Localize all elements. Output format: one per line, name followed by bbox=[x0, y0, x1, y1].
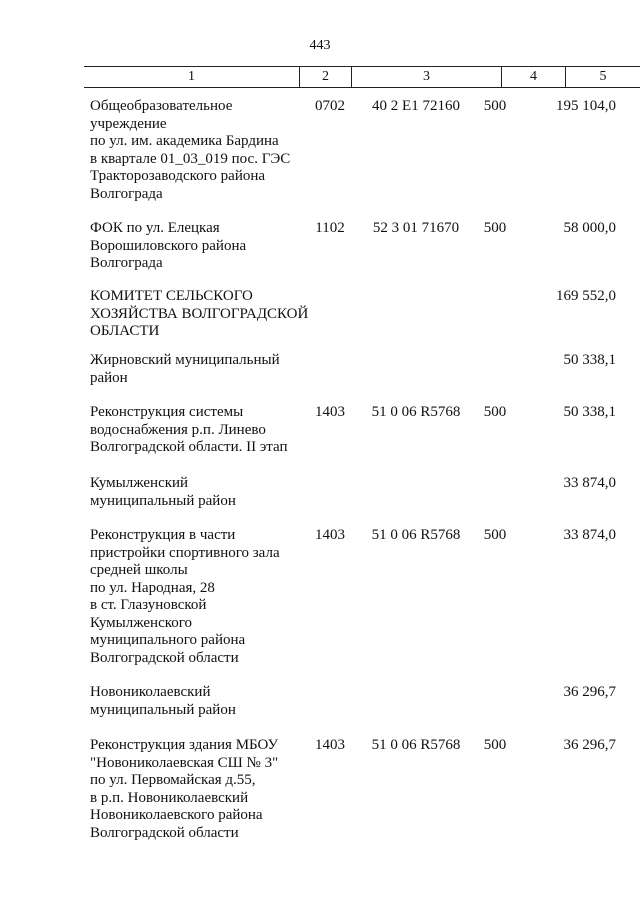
row-section: 1102 bbox=[315, 220, 345, 236]
row-sum: 50 338,1 bbox=[563, 404, 616, 420]
row-code: 51 0 06 R5768 bbox=[371, 737, 461, 753]
row-sum: 33 874,0 bbox=[563, 527, 616, 543]
row-section: 1403 bbox=[315, 527, 345, 543]
row-sum: 58 000,0 bbox=[563, 220, 616, 236]
row-section: 0702 bbox=[315, 98, 345, 114]
row-name: Реконструкция здания МБОУ "Новониколаевская СШ № 3" по ул. Первомайская д.55, в р.п. Новониколаевский Новониколаевского района Волгоградской области bbox=[90, 737, 279, 841]
row-sum: 50 338,1 bbox=[563, 352, 616, 368]
row-type: 500 bbox=[483, 220, 507, 236]
header-col-4: 4 bbox=[502, 67, 566, 87]
row-type: 500 bbox=[483, 737, 507, 753]
row-name: Реконструкция системы водоснабжения р.п. Линево Волгоградской области. II этап bbox=[90, 404, 288, 455]
row-sum: 33 874,0 bbox=[563, 475, 616, 491]
header-col-3: 3 bbox=[352, 67, 502, 87]
header-col-2: 2 bbox=[300, 67, 352, 87]
row-section: 1403 bbox=[315, 404, 345, 420]
row-sum: 36 296,7 bbox=[563, 684, 616, 700]
row-type: 500 bbox=[483, 404, 507, 420]
row-name: Новониколаевский муниципальный район bbox=[90, 684, 236, 718]
row-name: Кумылженский муниципальный район bbox=[90, 475, 236, 509]
header-col-1: 1 bbox=[84, 67, 300, 87]
row-name: ФОК по ул. Елецкая Ворошиловского района Волгограда bbox=[90, 220, 247, 271]
row-code: 51 0 06 R5768 bbox=[371, 404, 461, 420]
row-code: 52 3 01 71670 bbox=[372, 220, 460, 236]
page-number: 443 bbox=[309, 38, 331, 53]
row-type: 500 bbox=[483, 527, 507, 543]
row-sum: 36 296,7 bbox=[563, 737, 616, 753]
row-section: 1403 bbox=[315, 737, 345, 753]
header-col-5: 5 bbox=[599, 69, 607, 84]
row-code: 40 2 E1 72160 bbox=[372, 98, 460, 114]
row-type: 500 bbox=[483, 98, 507, 114]
row-name: Общеобразовательное учреждение по ул. им. академика Бардина в квартале 01_03_019 пос. ГЭС Тракторозаводского района Волгограда bbox=[90, 98, 291, 202]
row-sum: 169 552,0 bbox=[556, 288, 616, 304]
row-code: 51 0 06 R5768 bbox=[371, 527, 461, 543]
row-name: Жирновский муниципальный район bbox=[90, 352, 280, 386]
row-name: Реконструкция в части пристройки спортивного зала средней школы по ул. Народная, 28 в ст. Глазуновской Кумылженского муниципального района Волгоградской области bbox=[90, 527, 280, 666]
row-name: КОМИТЕТ СЕЛЬСКОГО ХОЗЯЙСТВА ВОЛГОГРАДСКОЙ ОБЛАСТИ bbox=[90, 288, 309, 339]
table-header bbox=[84, 66, 640, 88]
row-sum: 195 104,0 bbox=[556, 98, 616, 114]
